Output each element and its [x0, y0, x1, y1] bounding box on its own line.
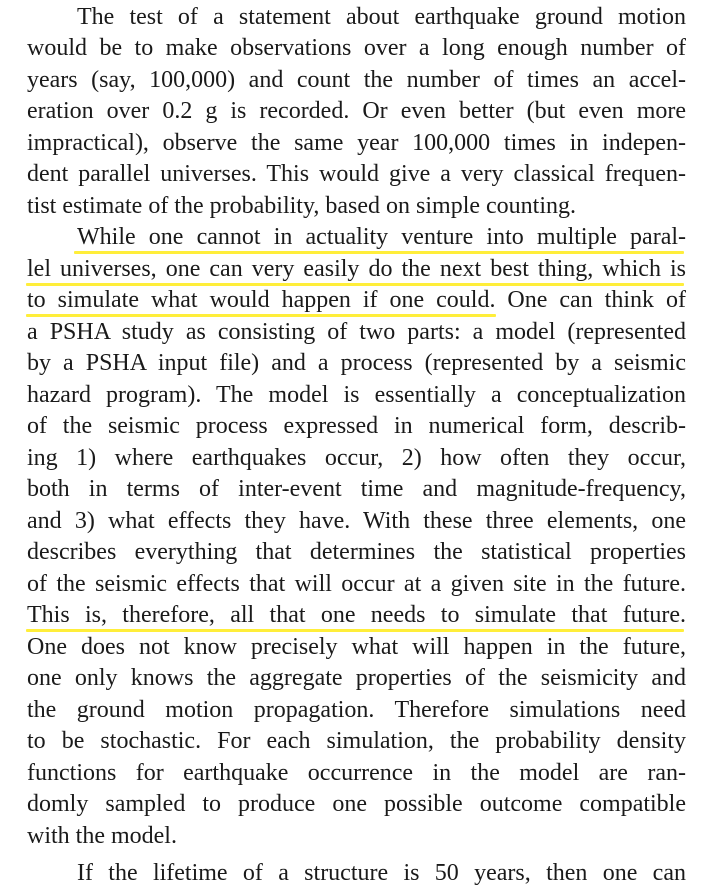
highlight-underline	[26, 283, 684, 286]
paragraph-2-line-14: One does not know precisely what will happen in the future,	[27, 634, 686, 660]
paragraph-2-line-6: hazard program). The model is essentially a conceptualization	[27, 382, 686, 408]
paragraph-1-line-5: impractical), observe the same year 100,000 times in indepen-	[27, 130, 686, 156]
paragraph-2-line-16: the ground motion propagation. Therefore simulations need	[27, 697, 686, 723]
paragraph-2-line-8: ing 1) where earthquakes occur, 2) how often they occur,	[27, 445, 686, 471]
paragraph-1-line-2: would be to make observations over a long enough number of	[27, 35, 686, 61]
paragraph-2-line-20: with the model.	[27, 823, 177, 849]
paragraph-2-line-1: While one cannot in actuality venture into multiple paral-	[77, 224, 686, 250]
paragraph-2-line-11: describes everything that determines the statistical properties	[27, 539, 686, 565]
paragraph-2-line-17: to be stochastic. For each simulation, the probability density	[27, 728, 686, 754]
highlight-underline	[26, 314, 496, 317]
highlight-underline	[26, 629, 684, 632]
paragraph-2-line-19: domly sampled to produce one possible outcome compatible	[27, 791, 686, 817]
paragraph-2-line-5: by a PSHA input file) and a process (represented by a seismic	[27, 350, 686, 376]
paragraph-2-line-12: of the seismic effects that will occur at a given site in the future.	[27, 571, 686, 597]
paragraph-3-line-1: If the lifetime of a structure is 50 years, then one can	[77, 860, 686, 886]
highlight-underline	[74, 251, 684, 254]
paragraph-2-line-13: This is, therefore, all that one needs to simulate that future.	[27, 602, 686, 628]
paragraph-2-line-7: of the seismic process expressed in numerical form, describ-	[27, 413, 686, 439]
paragraph-2-line-18: functions for earthquake occurrence in the model are ran-	[27, 760, 686, 786]
paragraph-1-line-3: years (say, 100,000) and count the number of times an accel-	[27, 67, 686, 93]
paragraph-2-line-2: lel universes, one can very easily do the next best thing, which is	[27, 256, 686, 282]
paragraph-2-line-3: to simulate what would happen if one could. One can think of	[27, 287, 686, 313]
paragraph-1-line-1: The test of a statement about earthquake ground motion	[77, 4, 686, 30]
paragraph-2-line-9: both in terms of inter-event time and magnitude-frequency,	[27, 476, 686, 502]
paragraph-2-line-10: and 3) what effects they have. With these three elements, one	[27, 508, 686, 534]
paragraph-1-line-4: eration over 0.2 g is recorded. Or even better (but even more	[27, 98, 686, 124]
paragraph-2-line-15: one only knows the aggregate properties of the seismicity and	[27, 665, 686, 691]
paragraph-1-line-7: tist estimate of the probability, based on simple counting.	[27, 193, 577, 219]
paragraph-2-line-4: a PSHA study as consisting of two parts: a model (represented	[27, 319, 686, 345]
paragraph-1-line-6: dent parallel universes. This would give a very classical frequen-	[27, 161, 686, 187]
